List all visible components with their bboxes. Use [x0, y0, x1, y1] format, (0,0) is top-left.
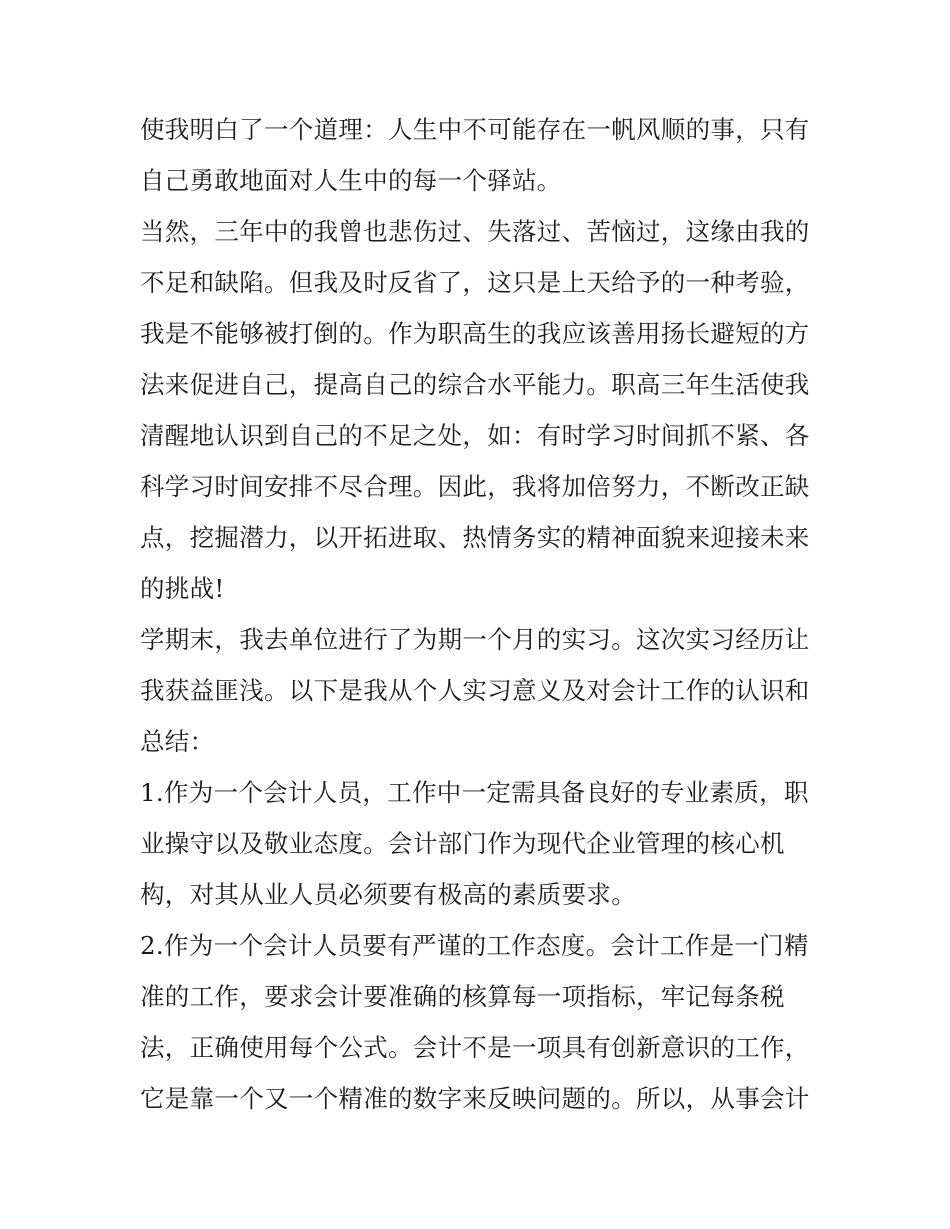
text-line: 构，对其从业人员必须要有极高的素质要求。 — [140, 880, 636, 909]
text-line: 自己勇敢地面对人生中的每一个驿站。 — [140, 166, 562, 195]
text-line: 使我明白了一个道理：人生中不可能存在一帆风顺的事，只有 — [140, 115, 810, 144]
paragraph-5 — [140, 920, 820, 1124]
text-line: 我是不能够被打倒的。作为职高生的我应该善用扬长避短的方 — [140, 319, 810, 348]
text-line: 点，挖掘潜力，以开拓进取、热情务实的精神面貌来迎接未来 — [140, 523, 810, 552]
text-line: 我获益匪浅。以下是我从个人实习意义及对会计工作的认识和 — [140, 676, 810, 705]
paragraph-4 — [140, 767, 820, 920]
text-line: 它是靠一个又一个精准的数字来反映问题的。所以，从事会计 — [140, 1084, 810, 1113]
text-line: 2.作为一个会计人员要有严谨的工作态度。会计工作是一门精 — [140, 931, 809, 960]
document-body — [140, 104, 820, 1124]
text-line: 1.作为一个会计人员，工作中一定需具备良好的专业素质，职 — [140, 778, 809, 807]
text-line: 法，正确使用每个公式。会计不是一项具有创新意识的工作， — [140, 1033, 810, 1062]
paragraph-2 — [140, 206, 820, 614]
paragraph-3 — [140, 614, 820, 767]
paragraph-1 — [140, 104, 820, 206]
text-line: 业操守以及敬业态度。会计部门作为现代企业管理的核心机 — [140, 829, 785, 858]
text-line: 不足和缺陷。但我及时反省了，这只是上天给予的一种考验， — [140, 268, 810, 297]
text-line: 学期末，我去单位进行了为期一个月的实习。这次实习经历让 — [140, 625, 810, 654]
text-line: 总结： — [140, 727, 215, 756]
text-line: 准的工作，要求会计要准确的核算每一项指标，牢记每条税 — [140, 982, 785, 1011]
text-line: 清醒地认识到自己的不足之处，如：有时学习时间抓不紧、各 — [140, 421, 810, 450]
text-line: 科学习时间安排不尽合理。因此，我将加倍努力，不断改正缺 — [140, 472, 810, 501]
text-line: 的挑战! — [140, 574, 225, 603]
text-line: 法来促进自己，提高自己的综合水平能力。职高三年生活使我 — [140, 370, 810, 399]
text-line: 当然，三年中的我曾也悲伤过、失落过、苦恼过，这缘由我的 — [140, 217, 810, 246]
